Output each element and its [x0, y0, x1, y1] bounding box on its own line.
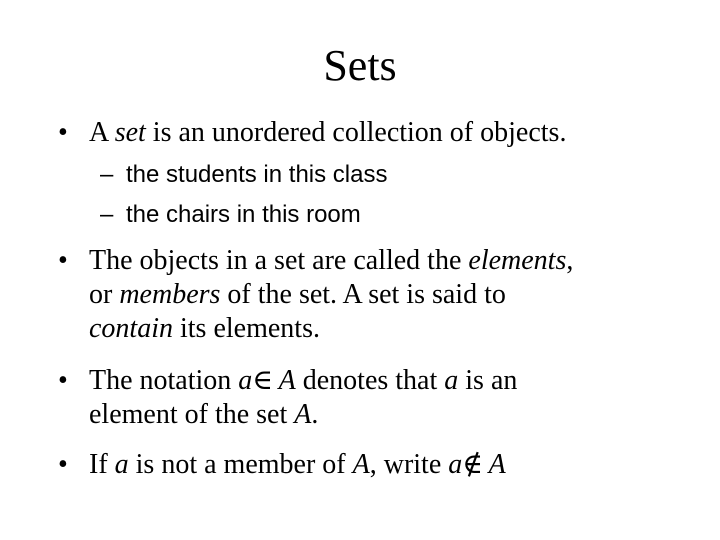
- math-var-a: a: [444, 365, 459, 396]
- math-var-A: A: [352, 449, 370, 480]
- dash-marker: –: [100, 201, 114, 228]
- text-run: , write: [369, 449, 449, 480]
- math-var-a: a: [238, 365, 253, 396]
- text-run: The objects in a set are called the: [89, 245, 469, 276]
- bullet-text-pre: A: [89, 117, 115, 148]
- text-run: element of the set: [89, 399, 295, 430]
- bullet-marker: •: [58, 117, 68, 148]
- math-var-A: A: [488, 449, 506, 480]
- bullet-marker: •: [58, 245, 68, 276]
- text-run: denotes that: [295, 365, 445, 396]
- math-var-A: A: [294, 399, 312, 430]
- emphasis-contain: contain: [89, 313, 173, 344]
- subitem-text: the chairs in this room: [126, 201, 361, 228]
- math-var-a: a: [114, 449, 129, 480]
- bullet-line: [89, 312, 573, 346]
- bullet-line: [89, 364, 517, 398]
- subitem-text: the students in this class: [126, 161, 388, 188]
- emphasis-members: members: [119, 279, 221, 310]
- bullet-text: [89, 364, 517, 432]
- math-membership: [238, 365, 295, 396]
- element-of-symbol: ∈: [252, 365, 274, 396]
- bullet-text-post: is an unordered collection of objects.: [145, 117, 567, 148]
- text-run: ,: [566, 245, 574, 276]
- text-run: is an: [458, 365, 518, 396]
- math-var-a: a: [448, 449, 463, 480]
- text-run: If: [89, 449, 115, 480]
- text-run: of the set. A set is said to: [220, 279, 506, 310]
- text-run: .: [311, 399, 319, 430]
- emphasis-set: set: [114, 117, 146, 148]
- bullet-marker: •: [58, 449, 68, 480]
- bullet-text: [89, 244, 573, 346]
- bullet-marker: •: [58, 365, 68, 396]
- bullet-line: [89, 398, 517, 432]
- text-run: its elements.: [173, 313, 320, 344]
- dash-marker: –: [100, 161, 114, 188]
- bullet-text: [89, 448, 506, 482]
- text-run: is not a member of: [128, 449, 353, 480]
- math-var-A: A: [278, 365, 296, 396]
- text-run: The notation: [89, 365, 239, 396]
- slide-title: Sets: [323, 41, 397, 90]
- math-non-membership: [448, 449, 505, 480]
- bullet-line: [89, 244, 573, 278]
- bullet-text: [89, 116, 566, 150]
- bullet-line: [89, 278, 573, 312]
- emphasis-elements: elements: [468, 245, 567, 276]
- not-element-of-symbol: ∉: [462, 449, 483, 480]
- text-run: or: [89, 279, 120, 310]
